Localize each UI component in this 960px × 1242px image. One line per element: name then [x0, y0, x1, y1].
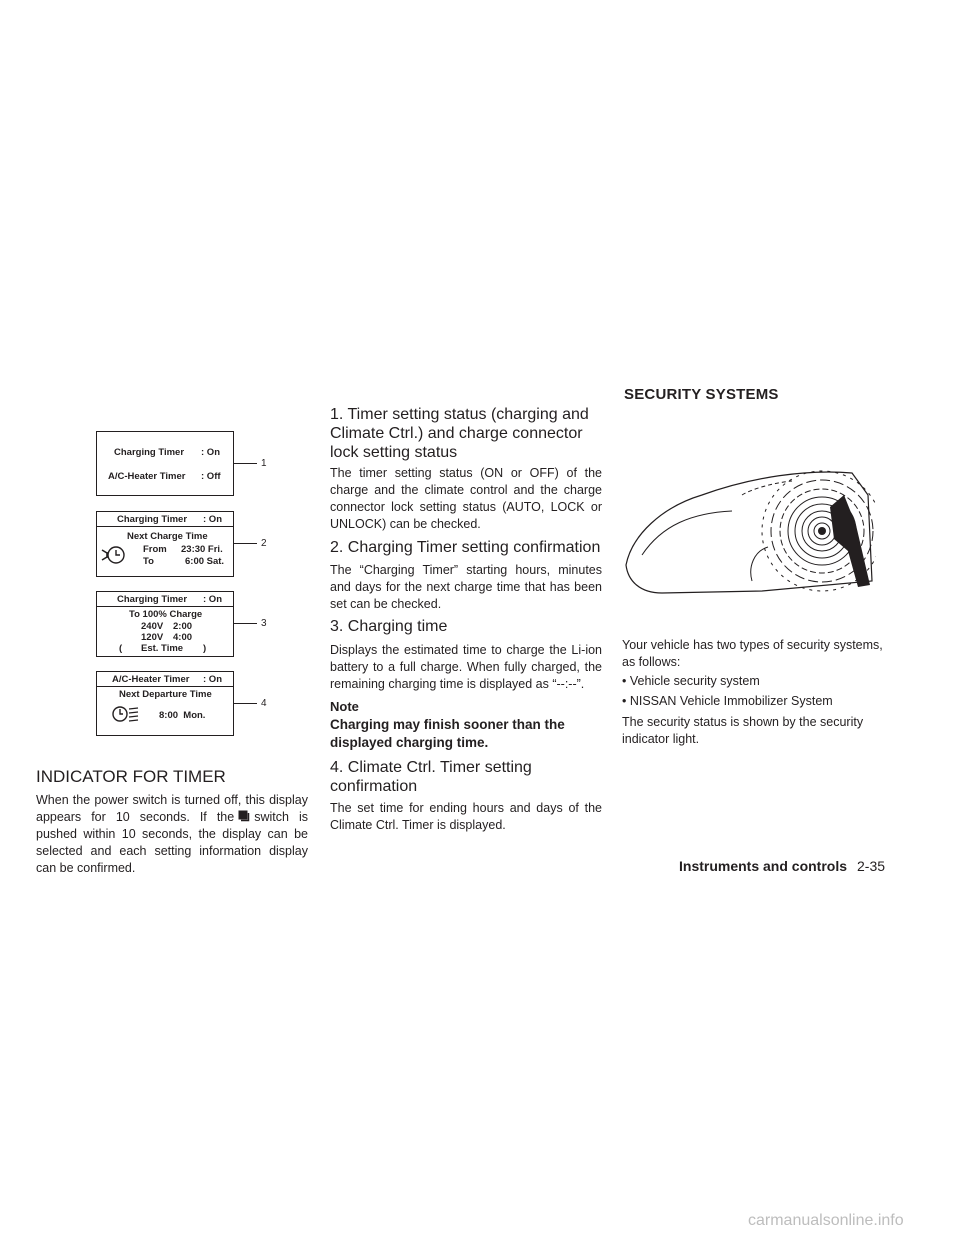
note-heading: Note: [330, 699, 359, 714]
charging-timer-value: : On: [203, 594, 222, 605]
charging-timer-value: : On: [201, 447, 220, 458]
note-body: Charging may finish sooner than the displayed charging time.: [330, 717, 565, 750]
security-bullet-1: • Vehicle security system: [622, 674, 760, 688]
to-label: To: [143, 556, 154, 567]
next-charge-time-label: Next Charge Time: [127, 531, 208, 542]
est-time-close-paren: ): [203, 643, 207, 654]
section-1-body: The timer setting status (ON or OFF) of the charge and the climate control and the charge connector lock setting status (AUTO, LOCK or UNLOCK) can be checked.: [330, 466, 602, 531]
display-box-2: [96, 511, 234, 577]
callout-line-4: [233, 703, 257, 704]
header-divider: [97, 526, 233, 527]
v120-label: 120V: [141, 632, 164, 643]
ac-timer-label: A/C-Heater Timer: [112, 674, 190, 685]
section-1-heading: 1. Timer setting status (charging and Climate Ctrl.) and charge connector lock setting status: [330, 406, 589, 461]
section-4-body: The set time for ending hours and days of the Climate Ctrl. Timer is displayed.: [330, 801, 602, 832]
section-2-body: The “Charging Timer” starting hours, minutes and days for the next charge time that has been set can be checked.: [330, 563, 602, 611]
callout-number-2: 2: [261, 538, 267, 549]
section-3-body: Displays the estimated time to charge the Li-ion battery to a full charge. When fully charged, the remaining charging time is displayed as “--:--”.: [330, 643, 602, 691]
section-3-heading: 3. Charging time: [330, 618, 448, 635]
indicator-for-timer-heading: INDICATOR FOR TIMER: [36, 767, 226, 786]
header-divider: [97, 686, 233, 687]
callout-number-3: 3: [261, 618, 267, 629]
next-departure-time-label: Next Departure Time: [119, 689, 212, 700]
plug-clock-icon: [101, 544, 127, 569]
security-status-text: The security status is shown by the security indicator light.: [622, 715, 864, 746]
header-divider: [97, 606, 233, 607]
est-time-open-paren: (: [119, 643, 123, 654]
departure-value: 8:00 Mon.: [159, 710, 206, 721]
to-100-charge-label: To 100% Charge: [129, 609, 203, 620]
climate-clock-icon: [111, 704, 141, 727]
footer-section-title: Instruments and controls: [679, 858, 848, 874]
from-value: 23:30 Fri.: [181, 544, 223, 555]
charging-timer-value: : On: [203, 514, 222, 525]
est-time-label: Est. Time: [141, 643, 184, 654]
to-value: 6:00 Sat.: [185, 556, 225, 567]
callout-number-4: 4: [261, 698, 267, 709]
security-bullet-2: • NISSAN Vehicle Immobilizer System: [622, 694, 833, 708]
ac-timer-value: : On: [203, 674, 222, 685]
v120-time: 4:00: [173, 632, 193, 643]
from-label: From: [143, 544, 167, 555]
charging-timer-label: Charging Timer: [117, 594, 188, 605]
callout-number-1: 1: [261, 458, 267, 469]
paragraph-text-part-1: When the power switch is turned off, this display appears for 10 seconds. If the: [36, 793, 308, 824]
callout-line-1: [233, 463, 257, 464]
security-systems-heading: SECURITY SYSTEMS: [624, 386, 779, 403]
charging-timer-label: Charging Timer: [117, 514, 188, 525]
v240-time: 2:00: [173, 621, 193, 632]
footer-page-number: 2-35: [857, 858, 886, 874]
ac-timer-label: A/C-Heater Timer: [108, 471, 186, 482]
section-2-heading: 2. Charging Timer setting confirmation: [330, 539, 601, 556]
ac-timer-value: : Off: [201, 471, 221, 482]
display-box-3: [96, 591, 234, 657]
v240-label: 240V: [141, 621, 164, 632]
paragraph-text-part-2: switch is pushed within 10 seconds, the display can be selected and each setting information display can be confirmed.: [36, 810, 308, 875]
display-switch-icon: [238, 810, 250, 822]
display-box-4: [96, 671, 234, 736]
indicator-for-timer-body: [36, 792, 308, 877]
callout-line-2: [233, 543, 257, 544]
watermark-text: carmanualsonline.info: [748, 1212, 904, 1229]
security-intro: Your vehicle has two types of security systems, as follows:: [622, 638, 883, 669]
car-security-illustration: [622, 455, 876, 605]
section-4-heading: 4. Climate Ctrl. Timer setting confirmation: [330, 759, 532, 795]
charging-timer-label: Charging Timer: [114, 447, 185, 458]
callout-line-3: [233, 623, 257, 624]
display-box-1: [96, 431, 234, 496]
